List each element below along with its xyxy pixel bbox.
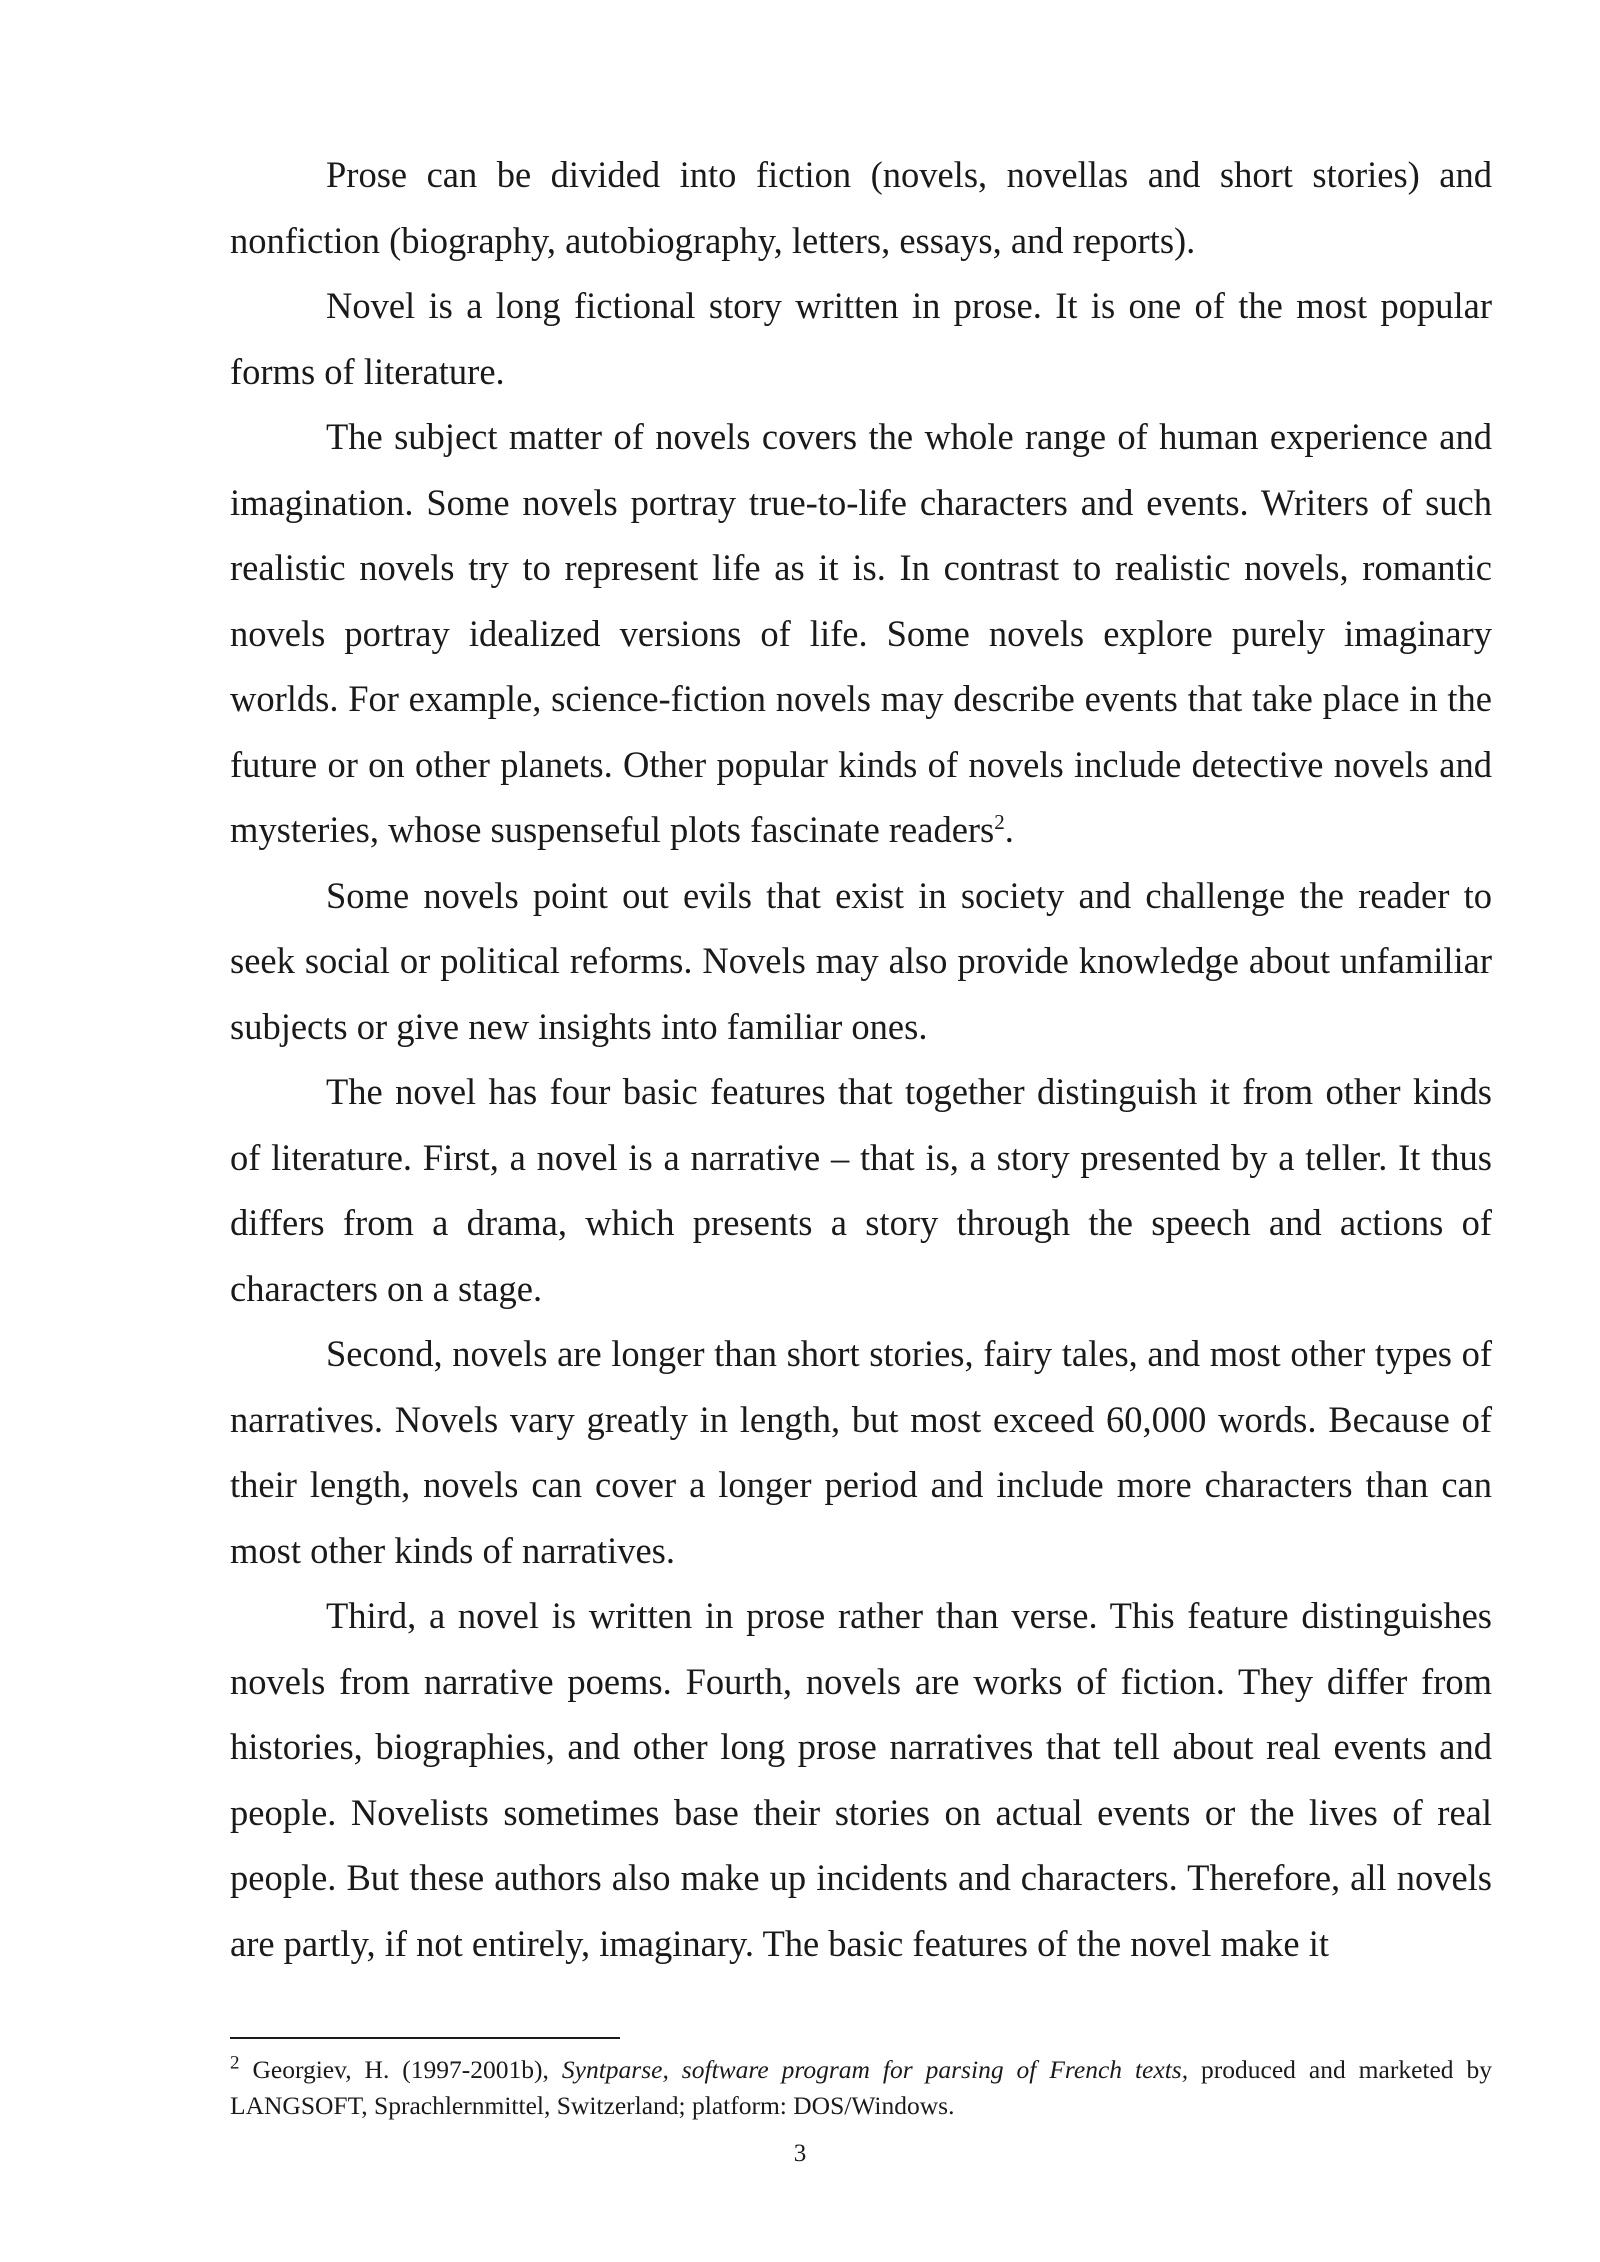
footnote-reference[interactable]: 2 [994, 809, 1005, 834]
paragraph-subject-matter-period: . [1004, 809, 1014, 850]
footnote [230, 2052, 1492, 2124]
page-number: 3 [793, 2140, 807, 2167]
paragraph-prose-fiction: Third, a novel is written in prose rather than verse. This feature distinguishes novels from narrative poems. Fourth, novels are works of fiction. They differ from histories, biographies, and other long prose narratives that tell about real events and people. Novelists sometimes base their stories on actual events or the lives of real people. But these authors also make up incidents and characters. Therefore, all novels are partly, if not entirely, imaginary. The basic features of the novel make it [230, 1595, 1492, 1964]
paragraph-subject-matter-text: The subject matter of novels covers the whole range of human experience and imagination. Some novels portray true-to-life characters and events. Writers of such realistic novels try to represent life as it is. In contrast to realistic novels, romantic novels portray idealized versions of life. Some novels explore purely imaginary worlds. For example, science-fiction novels may describe events that take place in the future or on other planets. Other popular kinds of novels include detective novels and mysteries, whose suspenseful plots fascinate readers [230, 416, 1492, 850]
paragraph-prose-divisions: Prose can be divided into fiction (novels, novellas and short stories) and nonfiction (biography, autobiography, letters, essays, and reports). [230, 154, 1492, 261]
paragraph-subject-matter [230, 404, 1492, 863]
footnote-publisher: produced and marketed by LANGSOFT, Sprachlernmittel, Switzerland; platform: DOS/Windows. [230, 2055, 1493, 2120]
footnote-number: 2 [230, 2052, 240, 2074]
paragraph-social-reform: Some novels point out evils that exist in society and challenge the reader to seek social or political reforms. Novels may also provide knowledge about unfamiliar subjects or give new insights into familiar ones. [230, 874, 1492, 1047]
footnote-separator [230, 2037, 620, 2039]
paragraph-four-features: The novel has four basic features that together distinguish it from other kinds of literature. First, a novel is a narrative – that is, a story presented by a teller. It thus differs from a drama, which presents a story through the speech and actions of characters on a stage. [230, 1071, 1492, 1309]
footnote-author: Georgiev, H. (1997-2001b), [239, 2055, 562, 2084]
paragraph-novel-definition: Novel is a long fictional story written in prose. It is one of the most popular forms of literature. [230, 285, 1492, 392]
paragraph-length: Second, novels are longer than short stories, fairy tales, and most other types of narratives. Novels vary greatly in length, but most exceed 60,000 words. Because of their length, novels can cover a longer period and include more characters than can most other kinds of narratives. [230, 1333, 1492, 1571]
document-body [230, 142, 1492, 1976]
footnote-title: Syntparse, software program for parsing of French texts, [561, 2055, 1189, 2084]
